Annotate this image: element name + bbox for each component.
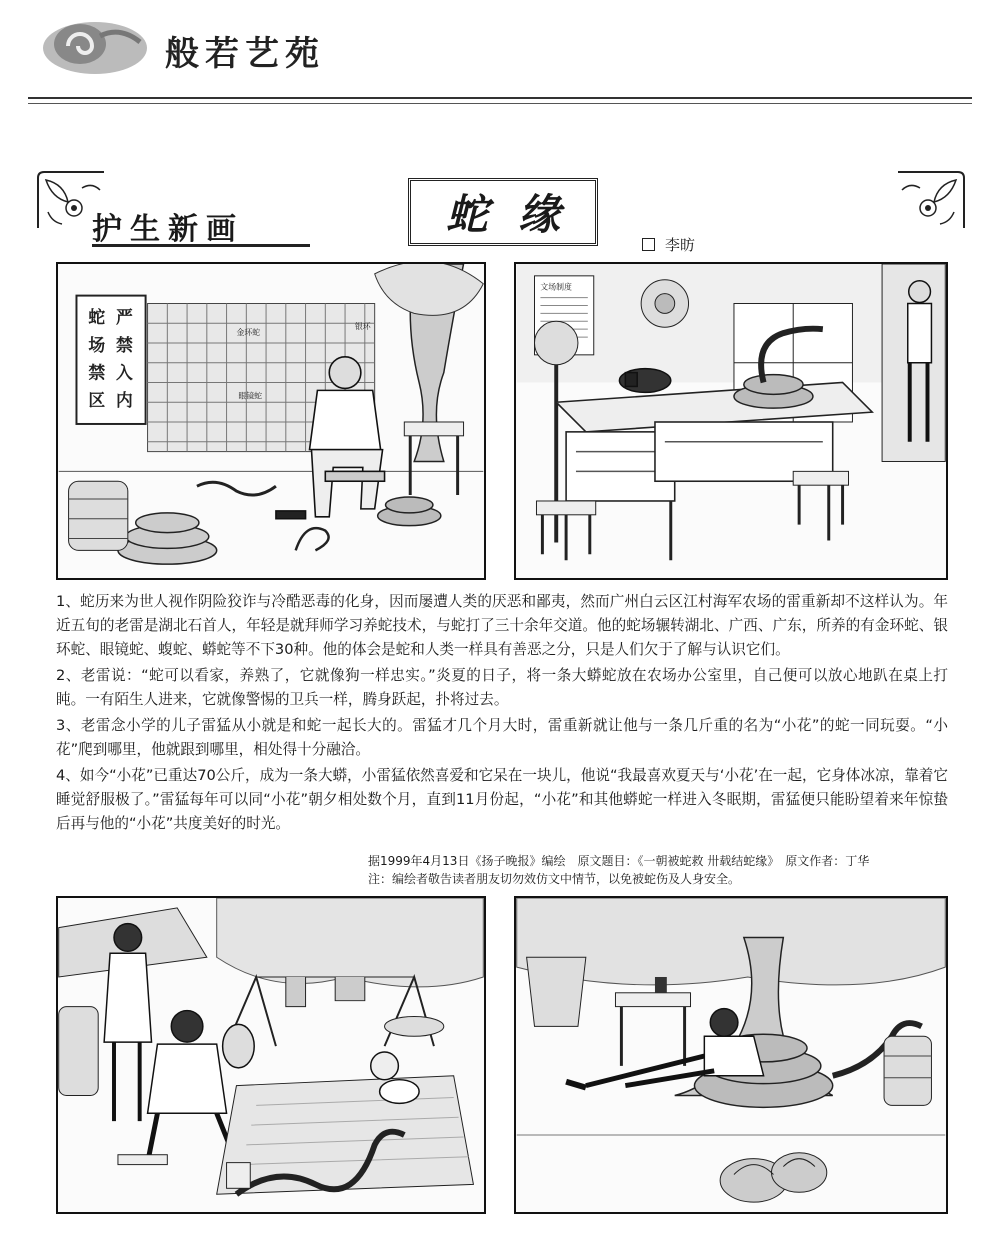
small-sign: 银环: [354, 322, 371, 332]
small-sign: 金环蛇: [236, 328, 261, 338]
illustration-panel-1: [56, 262, 486, 580]
series-underline: [92, 244, 310, 247]
author-byline: [642, 234, 695, 255]
sign-char: 严: [115, 307, 133, 328]
sign-board: [76, 296, 145, 424]
illustration-panel-4: [514, 896, 948, 1214]
source-line: 据1999年4月13日《扬子晚报》编绘 原文题目：《一朝被蛇救 卅载结蛇缘》 原文作者：丁华: [368, 854, 870, 868]
small-sign: 眼镜蛇: [238, 391, 263, 401]
note-line: 注：编绘者敬告读者朋友切勿效仿文中情节，以免被蛇伤及人身安全。: [368, 872, 741, 886]
sign-char: 入: [115, 362, 133, 383]
illustration-panel-3: [56, 896, 486, 1214]
paragraph-4: 4、如今“小花”已重达70公斤，成为一条大蟒，小雷猛依然喜爱和它呆在一块儿，他说“我最喜欢夏天与‘小花’在一起，它身体冰凉，靠着它睡觉舒服极了。”雷猛每年可以同“小花”朝夕相处数个月，直到11月份起，“小花”和其他蟒蛇一样进入冬眠期，雷猛便只能盼望着来年惊蛰后再与他的“小花”共度美好的时光。: [56, 767, 948, 832]
paragraph-3: 3、老雷念小学的儿子雷猛从小就是和蛇一起长大的。雷猛才几个月大时，雷重新就让他与一条几斤重的名为“小花”的蛇一同玩耍。“小花”爬到哪里，他就跟到哪里，相处得十分融洽。: [56, 717, 948, 758]
article-body: [56, 590, 948, 838]
paragraph-2: 2、老雷说：“蛇可以看家，养熟了，它就像狗一样忠实。”炎夏的日子，将一条大蟒蛇放在农场办公室里，自己便可以放心地趴在桌上打盹。一有陌生人进来，它就像警惕的卫兵一样，腾身跃起，扑将过去。: [56, 667, 948, 708]
section-title: 般若艺苑: [165, 34, 325, 74]
paragraph-1: 1、蛇历来为世人视作阴险狡诈与冷酷恶毒的化身，因而屡遭人类的厌恶和鄙夷，然而广州白云区江村海军农场的雷重新却不这样认为。年近五旬的老雷是湖北石首人，年轻是就拜师学习养蛇技术，与蛇打了三十余年交道。他的蛇场辗转湖北、广西、广东，所养的有金环蛇、银环蛇、眼镜蛇、蝮蛇、蟒蛇等不下30种。他的体会是蛇和人类一样具有善恶之分，只是人们欠于了解与认识它们。: [56, 593, 948, 658]
sign-char: 禁: [88, 362, 106, 383]
header-rule-thin: [28, 103, 972, 104]
article-title: 蛇缘: [445, 190, 590, 239]
sign-char: 蛇: [88, 307, 106, 328]
sleeping-man-figure: [619, 369, 670, 393]
source-credits: [368, 852, 948, 888]
sign-char: 禁: [115, 334, 133, 355]
notice-title: 文场制度: [540, 282, 572, 292]
sign-char: 场: [88, 334, 106, 355]
author-name: 李昉: [665, 236, 696, 254]
cloud-logo-icon: [40, 14, 150, 78]
series-title: 护生新画: [92, 212, 244, 247]
floral-ornament-icon: [892, 168, 968, 232]
article-title-box: [408, 178, 598, 246]
illustration-panel-2: [514, 262, 948, 580]
header-rule: [28, 97, 972, 99]
woven-mat: [217, 1076, 474, 1194]
electric-fan: [535, 321, 578, 364]
sign-char: 内: [115, 390, 133, 411]
square-bullet-icon: [642, 238, 655, 251]
sign-char: 区: [88, 390, 106, 411]
